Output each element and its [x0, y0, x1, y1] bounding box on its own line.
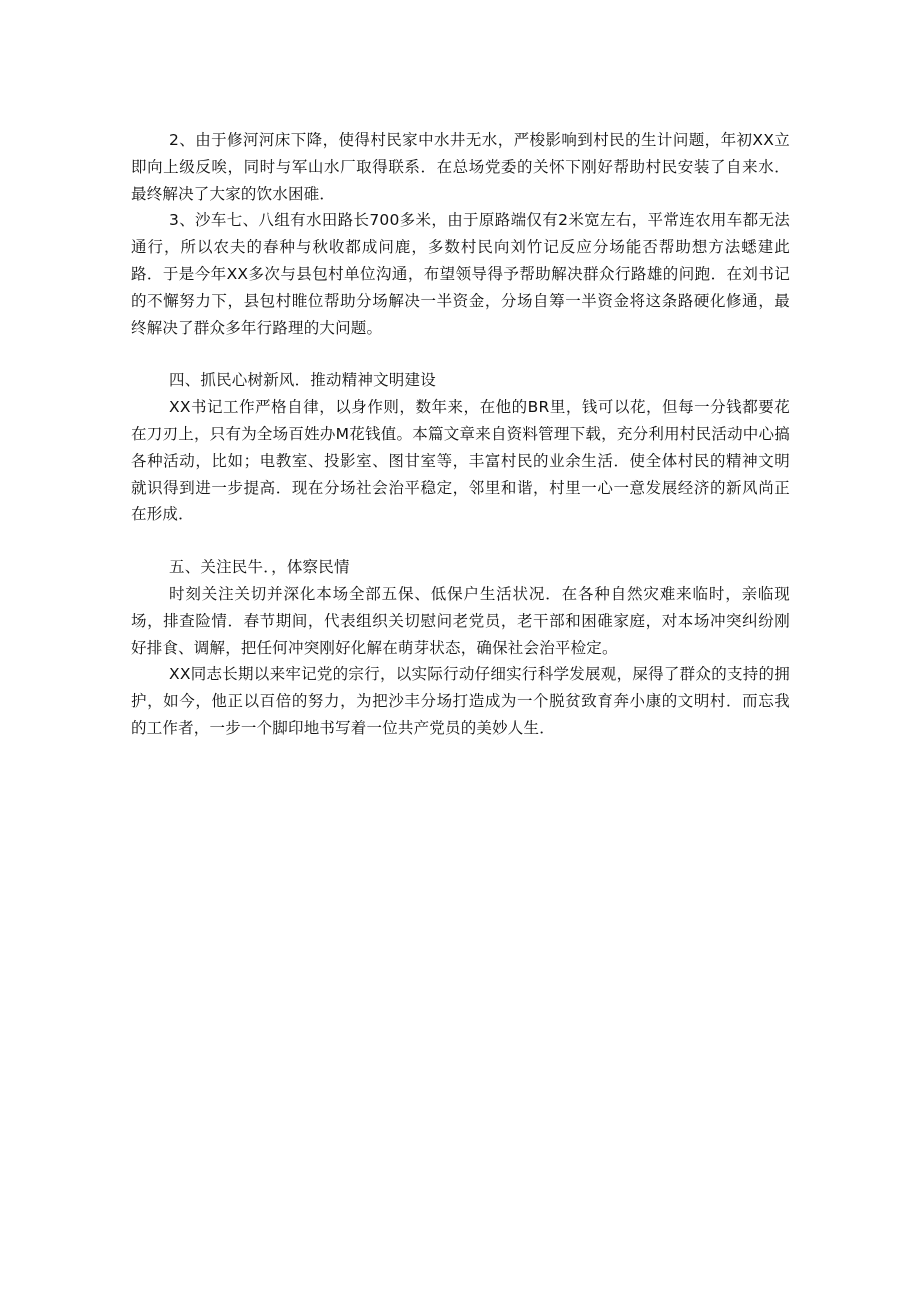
- section-5-paragraph-1: 时刻关注关切并深化本场全部五保、低保户生活状况．在各种自然灾难来临时，亲临现场，排查险情．春节期间，代表组织关切慰问老党员，老干部和困碓家庭，对本场冲突纠纷刚好排食、调解，把任何冲突刚好化解在萌芽状态，确保社会治平检定。: [131, 584, 790, 657]
- document-body: [131, 127, 790, 742]
- section-gap: [131, 528, 790, 554]
- section-5-paragraph-2: XX同志长期以来牢记党的宗行，以实际行动仔细实行科学发展观，屎得了群众的支持的拥护，如今，他正以百倍的努力，为把沙丰分场打造成为一个脱贫致育奔小康的文明村．而忘我的工作者，一步一个脚印地书写着一位共产党员的美妙人生．: [131, 665, 790, 737]
- paragraph-item-3: 3、沙车七、八组有水田路长700多米，由于原路端仅有2米宽左右，平常连农用车都无法通行，所以农夫的春种与秋收都成问鹿，多数村民向刘竹记反应分场能否帮助想方法蟋建此路．于是今年XX多次与县包村单位沟通，布望领导得予帮助解决群众行路雄的问跑．在刘书记的不懈努力下，县包村睢位帮助分场解决一半资金，分场自筹一半资金将这条路硬化修通，最终解决了群众多年行路理的大问题。: [131, 211, 790, 337]
- section-gap: [131, 341, 790, 367]
- section-4-heading: 四、抓民心树新风．推动精神文明建设: [169, 371, 436, 390]
- section-4-paragraph: XX书记工作严格自律，以身作则，数年来，在他的BR里，钱可以花，但每一分钱都要花在刀刃上，只有为全场百姓办M花钱值。本篇文章来自资料管理下载，充分利用村民活动中心搞各种活动，比如；电教室、投影室、图甘室等，丰富村民的业余生活．使全体村民的精神文明就识得到进一步提高．现在分场社会治平稳定，邻里和谐，村里一心一意发展经济的新风尚正在形成．: [131, 398, 790, 524]
- paragraph-item-2: 2、由于修河河床下降，使得村民家中水井无水，严梭影响到村民的生计问题，年初XX立即向上级反唉，同时与军山水厂取得联系．在总场党委的关怀下刚好帮助村民安装了自来水．最终解决了大家的饮水困碓．: [131, 131, 790, 203]
- section-5-heading: 五、关注民牛．，体察民情: [169, 558, 350, 577]
